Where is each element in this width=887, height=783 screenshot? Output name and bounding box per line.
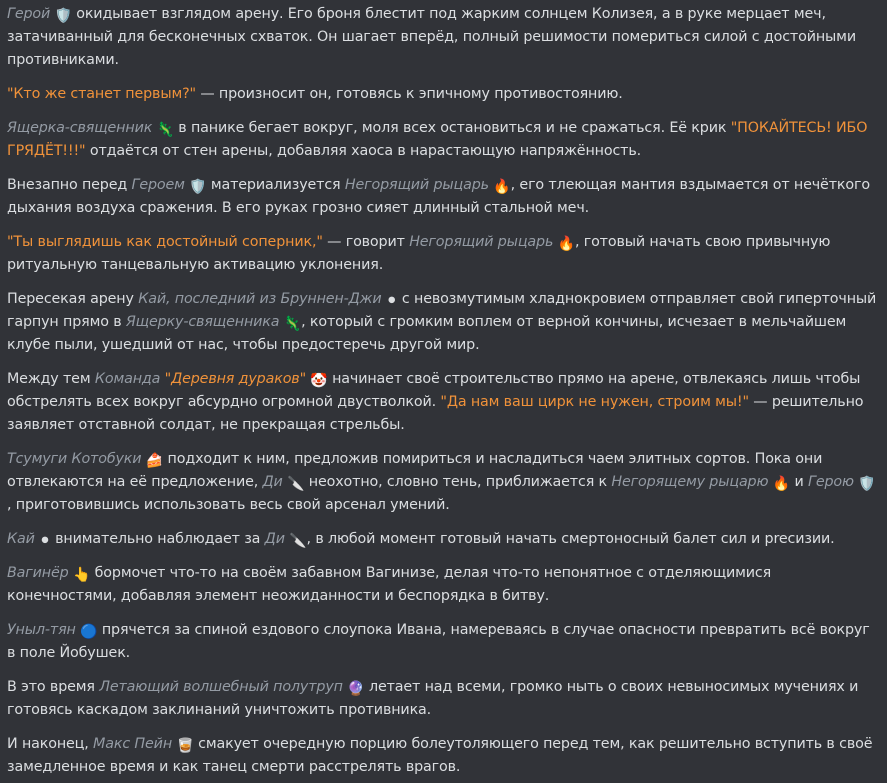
emoji-icon: 🔥 (772, 476, 791, 492)
emoji-icon: 🛡️ (858, 476, 876, 492)
narration-text: подходит к ним, предложив помириться и насладиться чаем элитных сортов. Пока они отвлекаются на её предложение, (7, 451, 823, 490)
narration-text: , который с громким воплем от верной кончины, исчезает в мельчайшем клубе пыли, ушедший от нас, чтобы предостеречь другой мир. (7, 314, 847, 353)
emoji-icon: 🥃 (176, 738, 194, 754)
emoji-icon: 🍰 (145, 453, 164, 469)
narration-text: бормочет что-то на своём забавном Вагинизе, делая что-то непонятное с отделяющимися конечностями, добавляя элемент неожиданности и беспорядка в битву. (7, 565, 772, 604)
emoji-icon: 🦎 (156, 122, 174, 138)
narration-text: прячется за спиной ездового слоупока Ивана, намереваясь в случае опасности превратить всё вокруг в поле Йобушек. (7, 622, 870, 661)
quoted-speech: "Ты выглядишь как достойный соперник," (7, 234, 323, 250)
story-paragraph (7, 733, 878, 779)
quoted-speech: "Кто же станет первым?" (7, 86, 196, 102)
character-name: Ди (262, 474, 283, 490)
narration-text: , приготовившись использовать весь свой арсенал умений. (7, 497, 450, 513)
character-name: Негорящий рыцарь (409, 234, 554, 250)
story-paragraph (7, 619, 878, 665)
quoted-speech: "ПОКАЙТЕСЬ! ИБО ГРЯДЁТ!!!" (7, 120, 868, 159)
emoji-icon: ⚫ (385, 293, 398, 309)
character-name: Ди (264, 531, 285, 547)
emoji-icon: 🦎 (283, 316, 302, 332)
character-name: Макс Пейн (93, 736, 173, 752)
character-name: Героем (131, 177, 185, 193)
emoji-icon: 🔪 (289, 533, 307, 549)
story-paragraph (7, 368, 878, 437)
character-name: Кай, последний из Бруннен-Джи (138, 291, 382, 307)
character-name: Вагинёр (7, 565, 69, 581)
narration-text: — решительно заявляет отставной солдат, не прекращая стрельбы. (7, 394, 864, 433)
narration-text: начинает своё строительство прямо на арене, отвлекаясь лишь чтобы обстрелять всех вокруг абсурдно огромной двустволкой. (7, 371, 861, 410)
emoji-icon: 🛡️ (189, 179, 207, 195)
emoji-icon: 🛡️ (54, 8, 72, 24)
emoji-icon: ⚫ (39, 533, 51, 549)
character-name: Герою (808, 474, 854, 490)
narration-text: с невозмутимым хладнокровием отправляет свой гиперточный гарпун прямо в (7, 291, 877, 330)
character-name: Негорящий рыцарь (344, 177, 489, 193)
narration-text: Между тем (7, 371, 95, 387)
narration-text: И наконец, (7, 736, 94, 752)
narration-text: Пересекая арену (7, 291, 139, 307)
character-name: Тсумуги Котобуки (7, 451, 142, 467)
character-name: Команда (94, 371, 161, 387)
story-paragraph (7, 83, 878, 106)
emoji-icon: 🔮 (347, 681, 365, 697)
team-name: "Деревня дураков" (164, 371, 307, 387)
narration-text: летает над всеми, громко ныть о своих невыносимых мучениях и готовясь каскадом заклинаний уничтожить противника. (7, 679, 859, 718)
narration-text: окидывает взглядом арену. Его броня блестит под жарким солнцем Колизея, а в руке мерцает меч, затачиванный для бесконечных схваток. Он шагает вперёд, полный решимости помериться силой с достойными противниками. (7, 6, 856, 68)
narration-text: и (790, 474, 809, 490)
emoji-icon: 🔥 (493, 179, 511, 195)
narration-text: неохотно, словно тень, приближается к (304, 474, 612, 490)
narration-text: — говорит (322, 234, 410, 250)
emoji-icon: 🔪 (287, 476, 305, 492)
narration-text: , в любой момент готовый начать смертоносный балет сил и precизии. (306, 531, 835, 547)
story-paragraph (7, 288, 878, 357)
emoji-icon: 🔥 (557, 236, 575, 252)
character-name: Летающий волшебный полутруп (99, 679, 343, 695)
emoji-icon: 🤡 (310, 373, 328, 389)
character-name: Негорящему рыцарю (611, 474, 769, 490)
narration-text: в панике бегает вокруг, моля всех остановиться и не сражаться. Её крик (173, 120, 731, 136)
character-name: Герой (7, 6, 51, 22)
narration-text: смакует очередную порцию болеутоляющего перед тем, как решительно вступить в своё замедленное время и как танец смерти расстрелять врагов. (7, 736, 873, 775)
character-name: Ящерку-священника (125, 314, 280, 330)
character-name: Кай (7, 531, 35, 547)
story-paragraph (7, 562, 878, 608)
narration-text: , его тлеющая мантия вздымается от нечёткого дыхания воздуха сражения. В его руках грозно сияет длинный стальной меч. (7, 177, 870, 216)
quoted-speech: "Да нам ваш цирк не нужен, строим мы!" (440, 394, 749, 410)
story-paragraph (7, 117, 878, 163)
narration-text: Внезапно перед (7, 177, 132, 193)
character-name: Ящерка-священник (7, 120, 153, 136)
emoji-icon: 👆 (72, 567, 91, 583)
narration-text: В это время (7, 679, 100, 695)
narration-text: внимательно наблюдает за (50, 531, 265, 547)
story-paragraph (7, 676, 878, 722)
character-name: Уныл-тян (7, 622, 76, 638)
narration-text: — произносит он, готовясь к эпичному противостоянию. (195, 86, 623, 102)
narration-text: , готовый начать свою привычную ритуальную танцевальную активацию уклонения. (7, 234, 831, 273)
story-paragraph (7, 528, 878, 551)
story-paragraph (7, 174, 878, 220)
narration-text: материализуется (206, 177, 345, 193)
story-paragraph (7, 448, 878, 517)
story-paragraph (7, 231, 878, 277)
story-paragraph (7, 3, 878, 72)
emoji-icon: 🔵 (80, 624, 98, 640)
narration-text: отдаётся от стен арены, добавляя хаоса в нарастающую напряжённость. (85, 143, 642, 159)
